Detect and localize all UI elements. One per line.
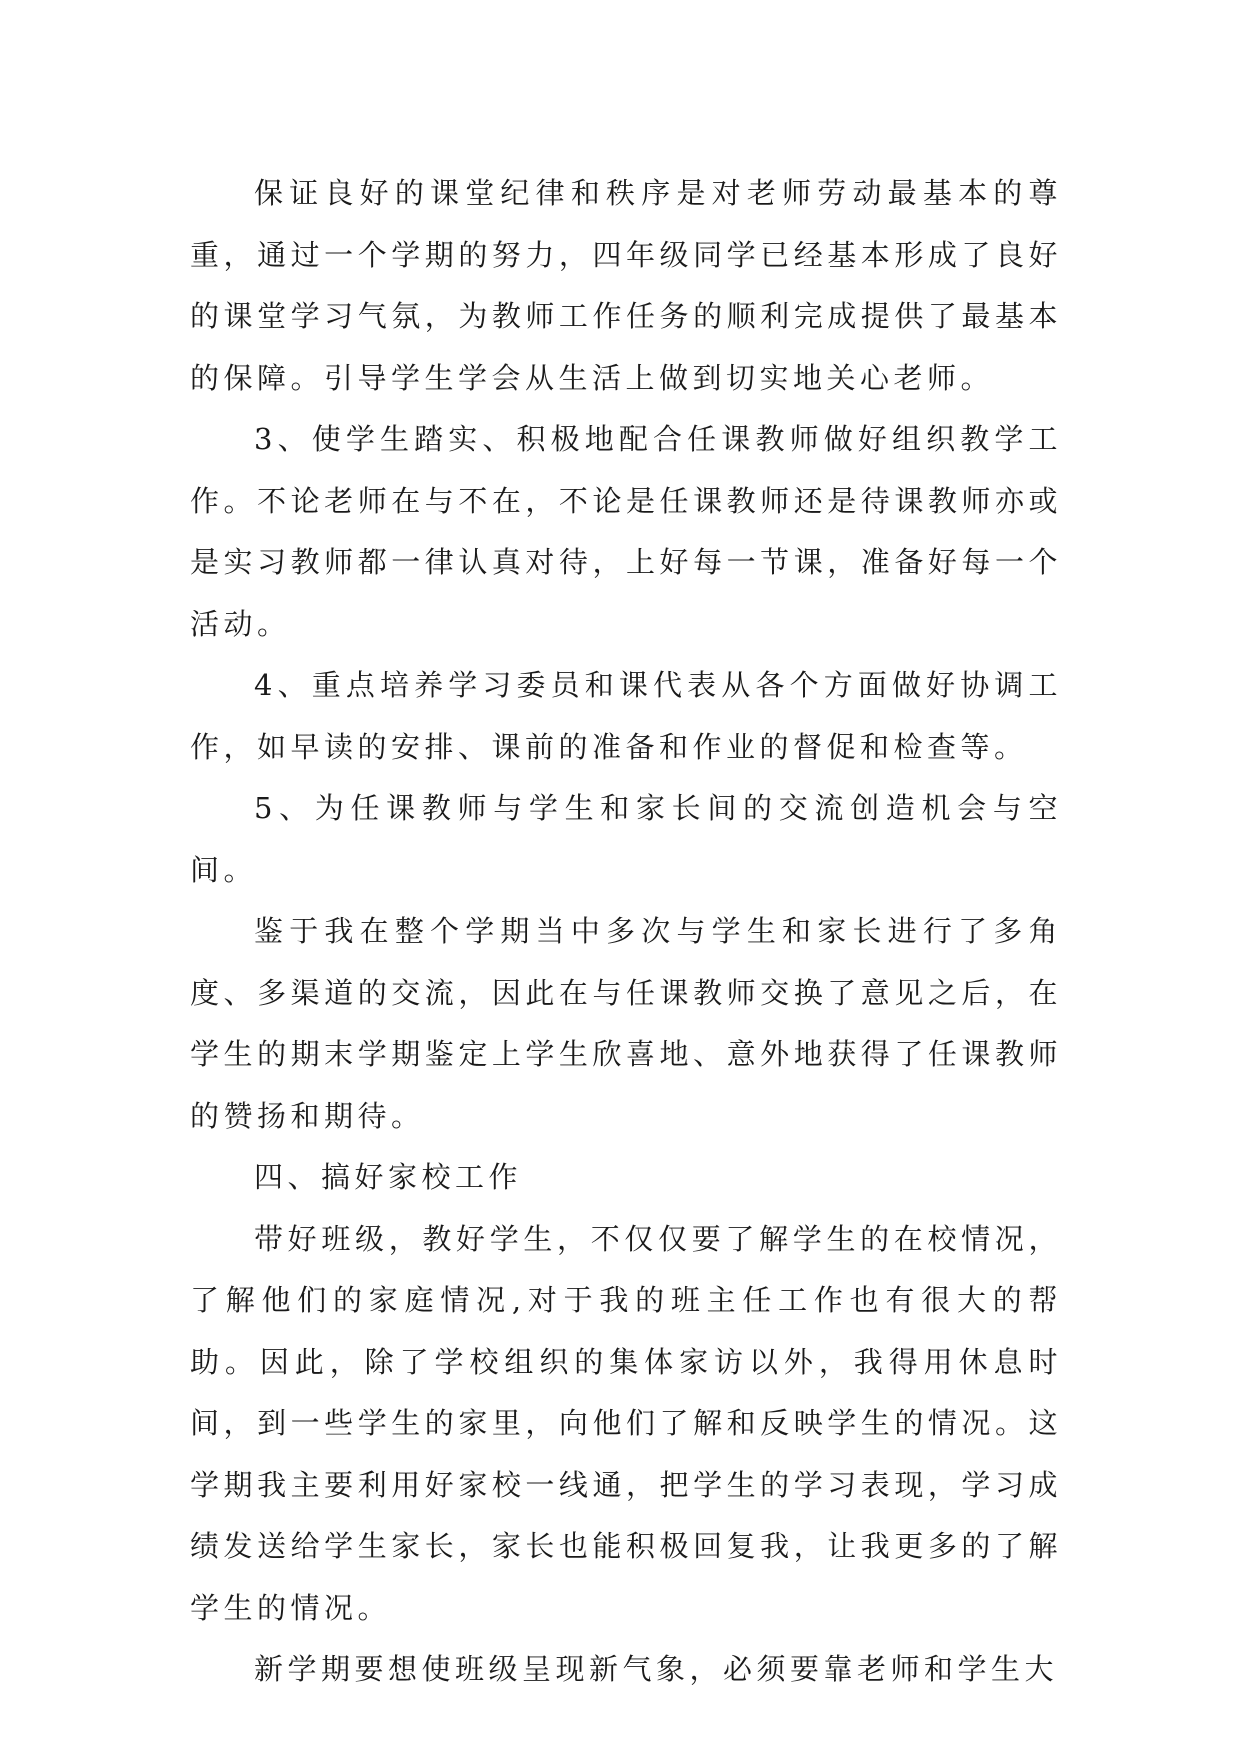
paragraph-classroom-discipline: 保证良好的课堂纪律和秩序是对老师劳动最基本的尊重，通过一个学期的努力，四年级同学已经基本形成了良好的课堂学习气氛，为教师工作任务的顺利完成提供了最基本的保障。引导学生学会从生活上做到切实地关心老师。 (190, 176, 1062, 395)
paragraph-communication: 鉴于我在整个学期当中多次与学生和家长进行了多角度、多渠道的交流，因此在与任课教师交换了意见之后，在学生的期末学期鉴定上学生欣喜地、意外地获得了任课教师的赞扬和期待。 (190, 914, 1062, 1133)
paragraph-item-3: 3、使学生踏实、积极地配合任课教师做好组织教学工作。不论老师在与不在，不论是任课教师还是待课教师亦或是实习教师都一律认真对待，上好每一节课，准备好每一个活动。 (190, 422, 1062, 641)
paragraph-item-5: 5、为任课教师与学生和家长间的交流创造机会与空间。 (190, 791, 1062, 887)
document-body (190, 163, 1062, 1701)
paragraph-item-4: 4、重点培养学习委员和课代表从各个方面做好协调工作，如早读的安排、课前的准备和作业的督促和检查等。 (190, 668, 1062, 764)
paragraph-home-school-work: 带好班级，教好学生，不仅仅要了解学生的在校情况，了解他们的家庭情况,对于我的班主任工作也有很大的帮助。因此，除了学校组织的集体家访以外，我得用休息时间，到一些学生的家里，向他们了解和反映学生的情况。这学期我主要利用好家校一线通，把学生的学习表现，学习成绩发送给学生家长，家长也能积极回复我，让我更多的了解学生的情况。 (190, 1221, 1062, 1625)
section-heading-home-school: 四、搞好家校工作 (254, 1160, 523, 1194)
paragraph-new-semester: 新学期要想使班级呈现新气象，必须要靠老师和学生大 (254, 1652, 1059, 1686)
